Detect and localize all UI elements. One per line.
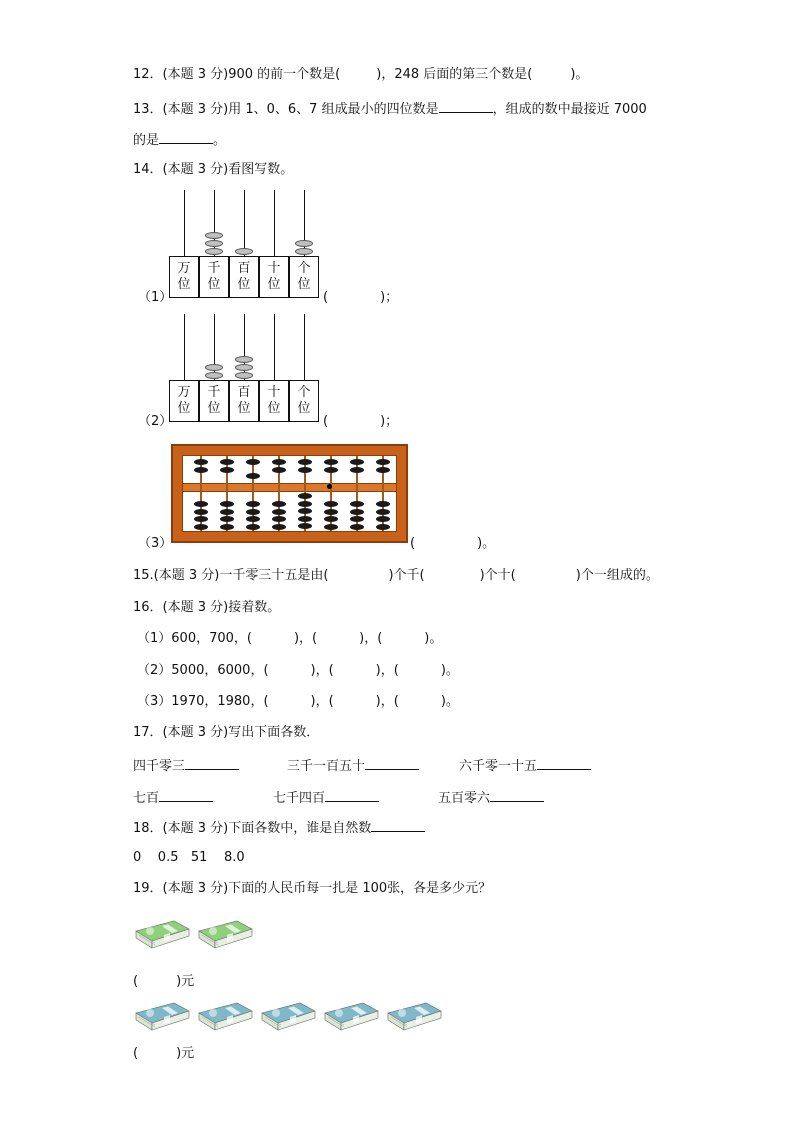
abacus-bead — [272, 459, 286, 465]
money-bundle-icon — [386, 999, 443, 1032]
abacus-bead — [220, 524, 234, 530]
abacus-bead — [272, 501, 286, 507]
place-label: 千 位 — [199, 256, 229, 298]
abacus-bead — [324, 516, 338, 522]
answer-paren[interactable]: ( )。 — [410, 536, 496, 551]
money-bundle-icon — [134, 999, 191, 1032]
bead — [205, 372, 223, 379]
abacus-bead — [324, 501, 338, 507]
abacus-bead — [298, 459, 312, 465]
abacus-bead — [350, 516, 364, 522]
abacus-bead — [220, 501, 234, 507]
q17-item: 五百零六 — [438, 788, 544, 808]
abacus-bead — [350, 501, 364, 507]
abacus-bead — [298, 493, 312, 499]
bead — [205, 248, 223, 255]
place-label: 百 位 — [229, 380, 259, 422]
abacus-bead — [324, 459, 338, 465]
abacus-bead — [246, 459, 260, 465]
abacus-bead — [246, 473, 260, 479]
abacus-bead — [298, 501, 312, 507]
abacus-bead — [298, 516, 312, 522]
abacus-image — [171, 444, 408, 543]
answer-paren[interactable]: ( )； — [323, 290, 399, 305]
rod — [274, 314, 275, 380]
abacus-bead — [220, 467, 234, 473]
question-19-title: 19．(本题 3 分)下面的人民币每一扎是 100张，各是多少元？ — [133, 881, 492, 896]
bead — [295, 248, 313, 255]
abacus-bead — [246, 524, 260, 530]
abacus-bead — [194, 524, 208, 530]
money-bundle-icon — [197, 917, 254, 950]
abacus-bead — [350, 524, 364, 530]
abacus-bead — [272, 467, 286, 473]
place-label: 个 位 — [289, 380, 319, 422]
place-label: 万 位 — [169, 380, 199, 422]
question-16-row-3: （3）1970，1980，( )，( )，( )。 — [137, 694, 459, 709]
abacus-beam — [183, 483, 396, 492]
rod — [304, 314, 305, 380]
abacus-bead — [376, 509, 390, 515]
q17-item: 七百 — [133, 788, 213, 808]
q17-item: 四千零三 — [133, 756, 239, 776]
bead — [205, 240, 223, 247]
q19-answer-2[interactable]: ( )元 — [133, 1046, 195, 1061]
money-bundle-icon — [323, 999, 380, 1032]
abacus-unit-dot — [327, 484, 332, 489]
abacus-bead — [324, 467, 338, 473]
abacus-bead — [220, 516, 234, 522]
place-label: 十 位 — [259, 380, 289, 422]
bead — [205, 364, 223, 371]
question-16-title: 16．(本题 3 分)接着数。 — [133, 600, 281, 615]
answer-paren[interactable]: ( )； — [323, 414, 399, 429]
bead — [235, 356, 253, 363]
abacus-bead — [350, 467, 364, 473]
abacus-bead — [272, 516, 286, 522]
question-14-title: 14．(本题 3 分)看图写数。 — [133, 162, 294, 177]
rod — [274, 190, 275, 256]
money-bundle-icon — [260, 999, 317, 1032]
answer-blank[interactable] — [159, 130, 213, 144]
place-label: 个 位 — [289, 256, 319, 298]
abacus-bead — [272, 509, 286, 515]
q18-numbers: 0 0.5 51 8.0 — [133, 850, 245, 865]
abacus-bead — [298, 467, 312, 473]
answer-blank[interactable] — [325, 788, 379, 802]
answer-blank[interactable] — [365, 756, 419, 770]
answer-blank[interactable] — [439, 99, 493, 113]
answer-blank[interactable] — [185, 756, 239, 770]
place-value-chart-2 — [169, 314, 321, 422]
abacus-bead — [376, 524, 390, 530]
abacus-bead — [246, 516, 260, 522]
abacus-bead — [220, 509, 234, 515]
abacus-bead — [194, 516, 208, 522]
question-16-row-2: （2）5000，6000，( )，( )，( )。 — [137, 663, 459, 678]
part-label: （1） — [138, 290, 173, 305]
place-label: 万 位 — [169, 256, 199, 298]
part-label: （2） — [138, 414, 173, 429]
part-label: （3） — [138, 536, 173, 551]
question-12: 12．(本题 3 分)900 的前一个数是( )，248 后面的第三个数是( )。 — [133, 67, 589, 82]
question-13-line1: 13．(本题 3 分)用 1、0、6、7 组成最小的四位数是 ，组成的数中最接近 7000 — [133, 99, 647, 119]
q17-item: 三千一百五十 — [287, 756, 419, 776]
bead — [205, 232, 223, 239]
question-15: 15.(本题 3 分)一千零三十五是由( )个千( )个十( )个一组成的。 — [133, 568, 659, 583]
question-13-line2: 的是 。 — [133, 130, 226, 150]
rod — [244, 190, 245, 256]
money-bundle-icon — [197, 999, 254, 1032]
q19-answer-1[interactable]: ( )元 — [133, 974, 195, 989]
answer-blank[interactable] — [159, 788, 213, 802]
abacus-bead — [272, 524, 286, 530]
abacus-bead — [194, 509, 208, 515]
abacus-bead — [246, 501, 260, 507]
question-18-title: 18．(本题 3 分)下面各数中，谁是自然数 — [133, 818, 425, 838]
abacus-bead — [324, 509, 338, 515]
q17-item: 六千零一十五 — [459, 756, 591, 776]
answer-blank[interactable] — [490, 788, 544, 802]
abacus-bead — [324, 524, 338, 530]
q17-item: 七千四百 — [273, 788, 379, 808]
abacus-bead — [376, 467, 390, 473]
abacus-bead — [350, 509, 364, 515]
place-value-chart-1 — [169, 190, 321, 298]
abacus-bead — [194, 467, 208, 473]
question-16-row-1: （1）600，700，( )，( )，( )。 — [137, 631, 443, 646]
abacus-inner — [182, 455, 397, 532]
answer-blank[interactable] — [371, 818, 425, 832]
bead — [295, 240, 313, 247]
answer-blank[interactable] — [537, 756, 591, 770]
bead — [235, 364, 253, 371]
abacus-bead — [194, 459, 208, 465]
abacus-bead — [298, 508, 312, 514]
rod — [184, 314, 185, 380]
abacus-bead — [376, 516, 390, 522]
bead — [235, 372, 253, 379]
abacus-bead — [298, 523, 312, 529]
bead — [235, 248, 253, 255]
abacus-bead — [220, 459, 234, 465]
place-label: 十 位 — [259, 256, 289, 298]
abacus-bead — [350, 459, 364, 465]
question-17-title: 17．(本题 3 分)写出下面各数． — [133, 725, 320, 740]
abacus-bead — [376, 459, 390, 465]
rod — [184, 190, 185, 256]
place-label: 百 位 — [229, 256, 259, 298]
place-label: 千 位 — [199, 380, 229, 422]
money-bundle-icon — [134, 917, 191, 950]
abacus-bead — [194, 501, 208, 507]
abacus-bead — [376, 501, 390, 507]
abacus-bead — [246, 509, 260, 515]
